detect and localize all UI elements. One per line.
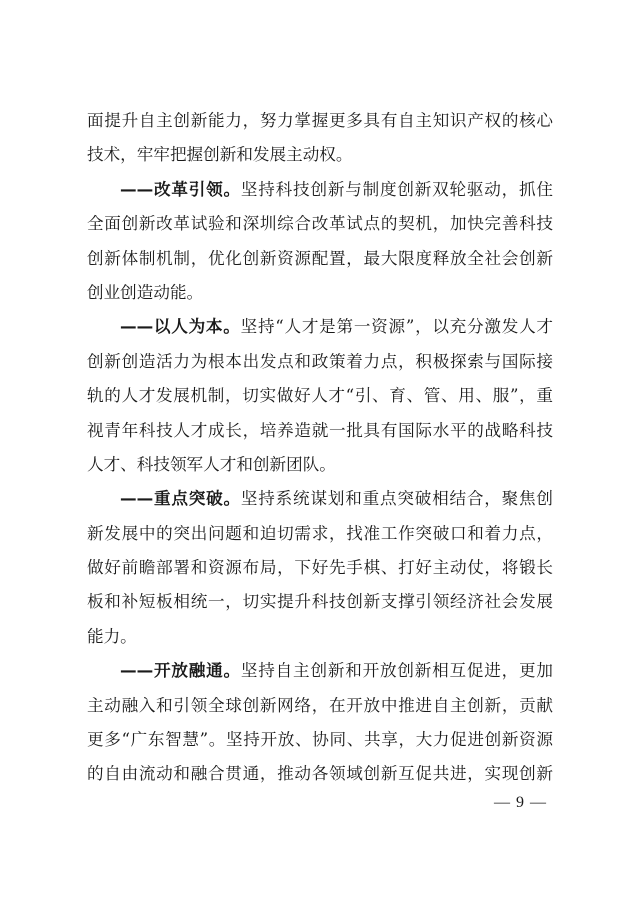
text-line: 面提升自主创新能力，努力掌握更多具有自主知识产权的核心 <box>87 111 553 130</box>
text-line: 视青年科技人才成长，培养造就一批具有国际水平的战略科技 <box>87 420 553 440</box>
text-line: 创业创造动能。 <box>87 282 204 302</box>
paragraph-first-line <box>87 310 553 344</box>
text-line: 人才、科技领军人才和创新团队。 <box>87 454 336 474</box>
text-segment: 坚持系统谋划和重点突破相结合，聚焦创 <box>240 489 554 509</box>
text-line: 能力。 <box>87 626 137 646</box>
paragraph-first-line <box>87 482 553 516</box>
section-heading: ——重点突破。 <box>120 489 241 509</box>
section-heading: ——以人为本。 <box>120 317 241 337</box>
page-number: — 9 — <box>494 794 547 811</box>
text-segment: 坚持自主创新和开放创新相互促进，更加 <box>240 661 554 681</box>
paragraph-first-line <box>87 173 553 207</box>
text-line: 创新体制机制，优化创新资源配置，最大限度释放全社会创新 <box>87 248 553 268</box>
text-line: 创新创造活力为根本出发点和政策着力点，积极探索与国际接 <box>87 351 553 371</box>
text-line: 做好前瞻部署和资源布局，下好先手棋、打好主动仗，将锻长 <box>87 558 553 578</box>
text-line: 更多“广东智慧”。坚持开放、协同、共享，大力促进创新资源 <box>87 730 553 750</box>
text-line: 板和补短板相统一，切实提升科技创新支撑引领经济社会发展 <box>87 592 553 612</box>
document-page <box>87 104 553 792</box>
text-line: 全面创新改革试验和深圳综合改革试点的契机，加快完善科技 <box>87 214 553 234</box>
paragraph-first-line <box>87 654 553 688</box>
text-segment: 坚持“人才是第一资源”，以充分激发人才 <box>240 317 554 337</box>
section-heading: ——改革引领。 <box>120 179 241 199</box>
text-line: 技术，牢牢把握创新和发展主动权。 <box>87 145 353 165</box>
section-heading: ——开放融通。 <box>120 661 241 681</box>
text-segment: 坚持科技创新与制度创新双轮驱动，抓住 <box>240 179 554 199</box>
text-line: 主动融入和引领全球创新网络，在开放中推进自主创新，贡献 <box>87 695 553 715</box>
text-line: 新发展中的突出问题和迫切需求，找准工作突破口和着力点， <box>87 523 553 543</box>
text-line: 轨的人才发展机制，切实做好人才“引、育、管、用、服”，重 <box>87 386 553 406</box>
text-line: 的自由流动和融合贯通，推动各领域创新互促共进，实现创新 <box>87 764 553 784</box>
